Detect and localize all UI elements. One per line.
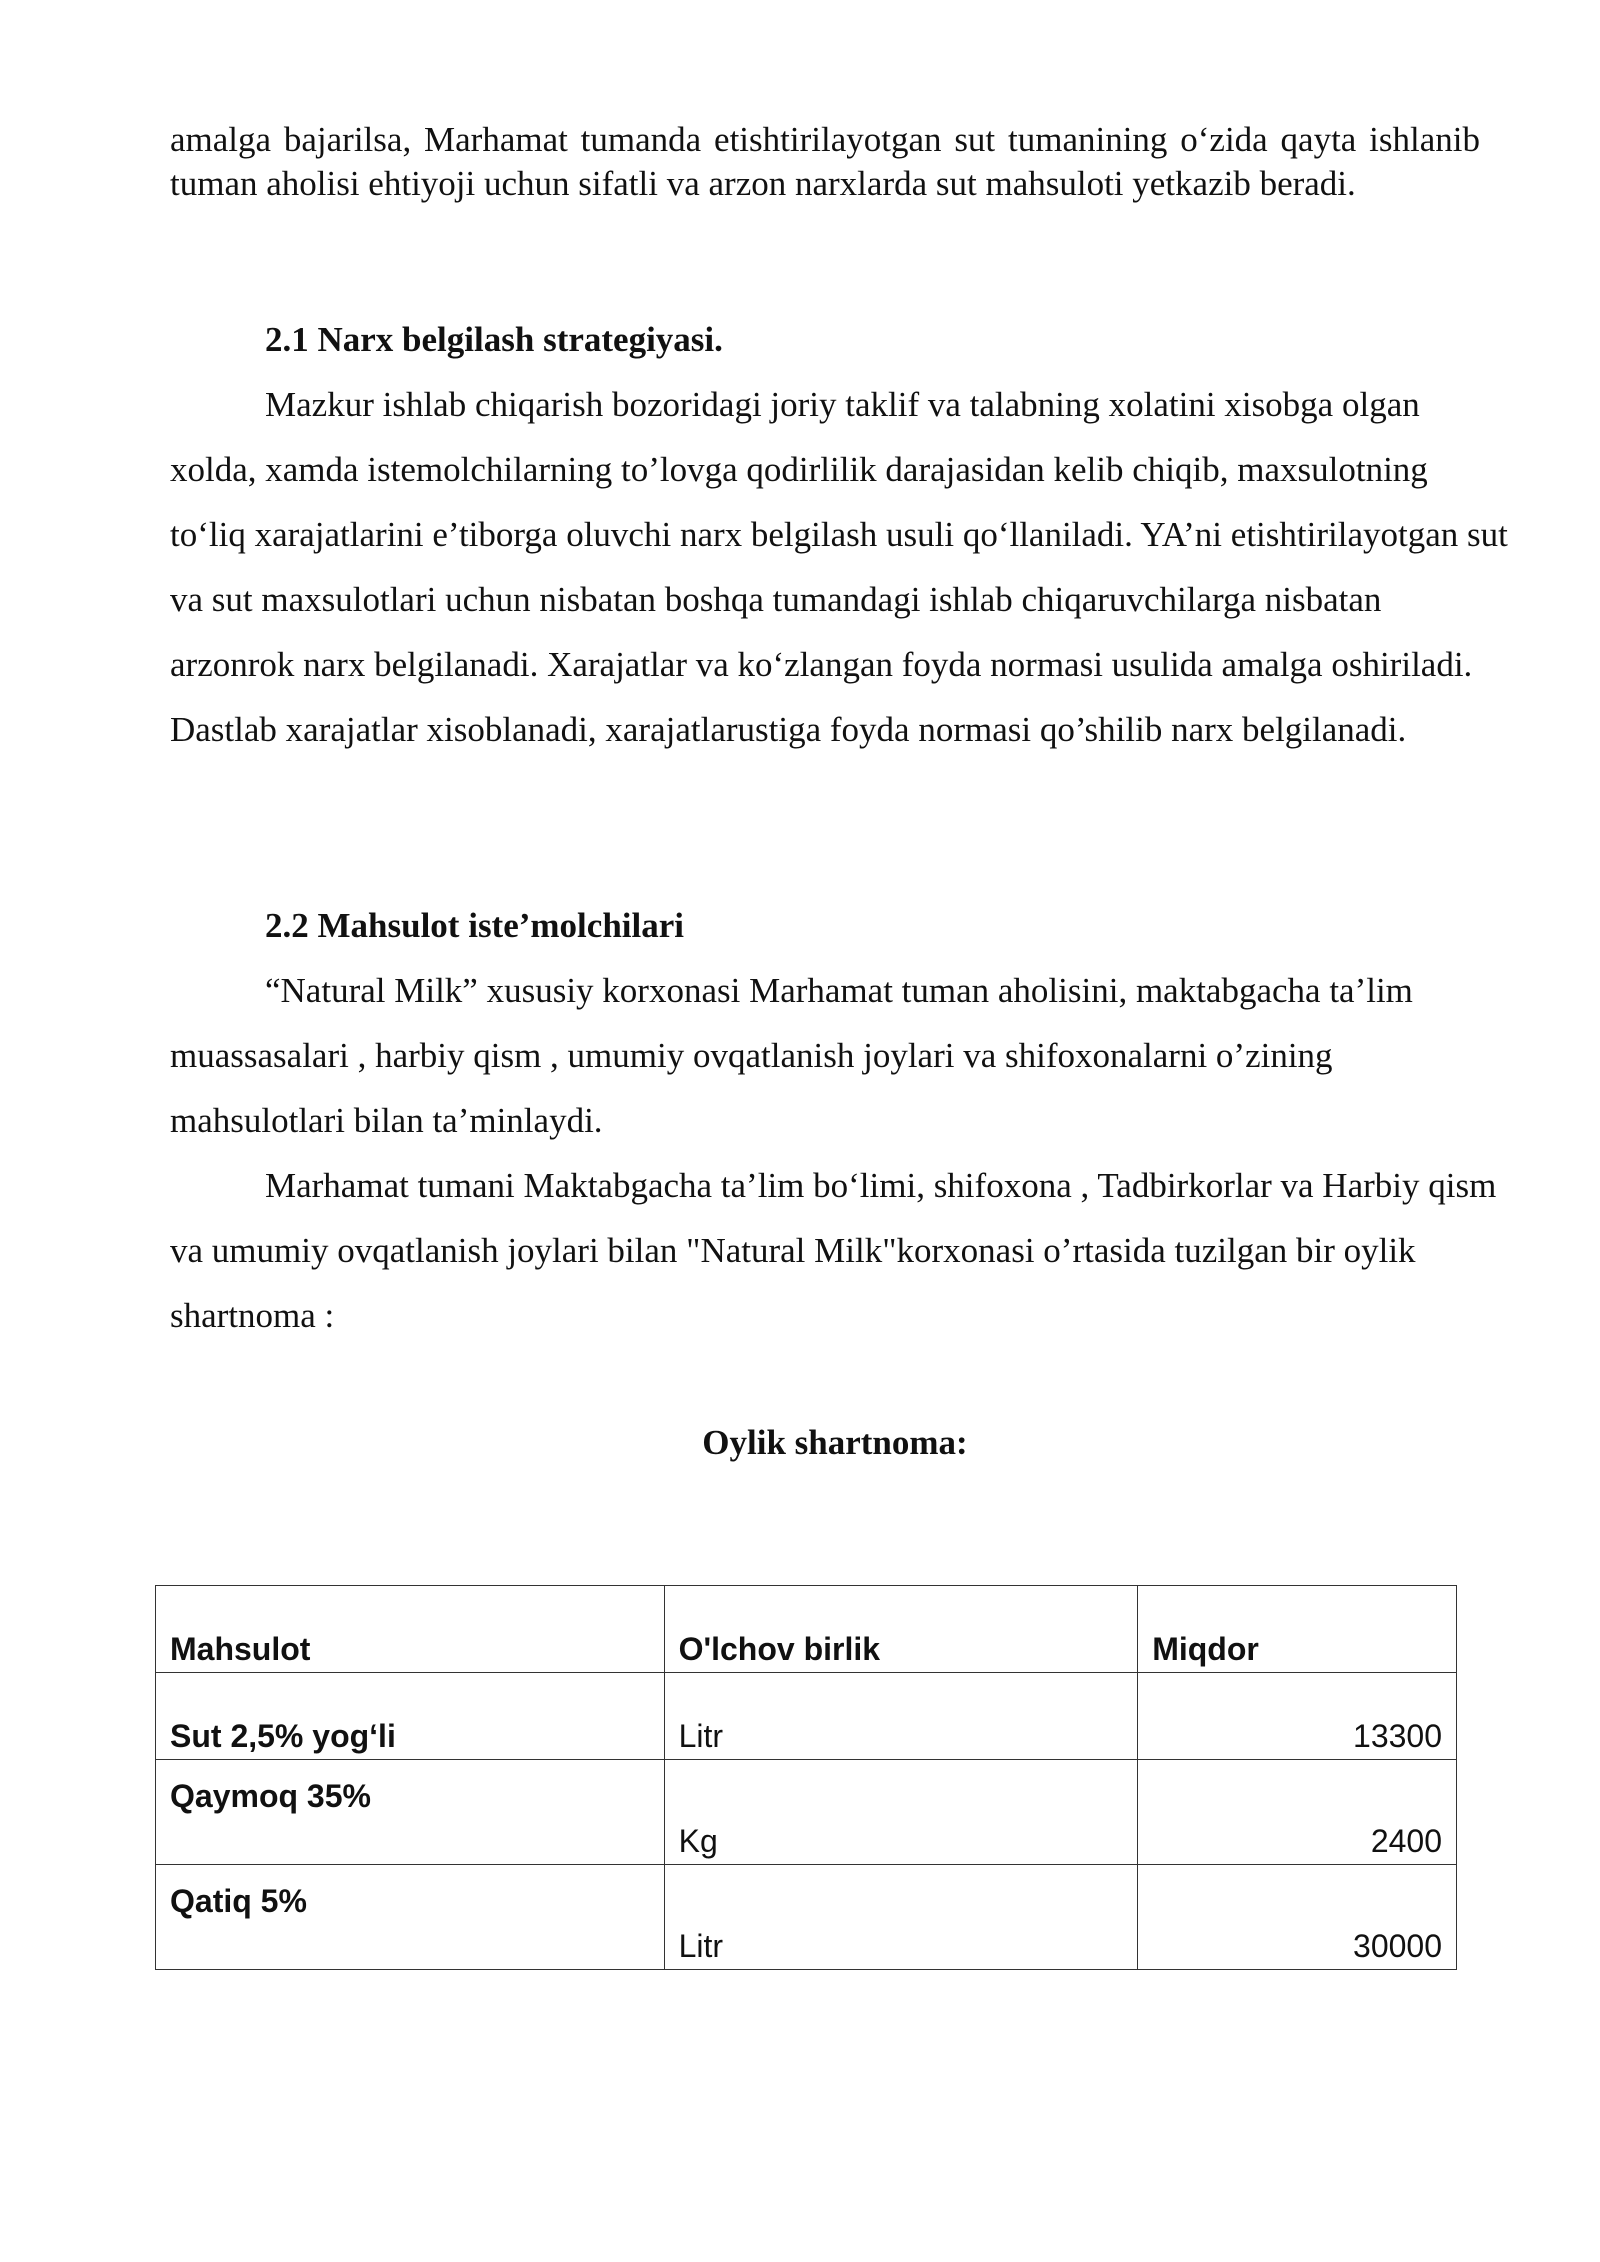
cell-quantity: 2400 (1138, 1760, 1457, 1865)
section-heading-consumers: 2.2 Mahsulot iste’molchilari (265, 906, 684, 945)
cell-product: Qaymoq 35% (156, 1760, 665, 1865)
table-row (156, 1760, 1457, 1865)
consumers-paragraph: “Natural Milk” xususiy korxonasi Marhamat tuman aholisini, maktabgacha ta’lim muassasalari , harbiy qism , umumiy ovqatlanish joylari va shifoxonalarni o’zining mahsulotlari bilan ta’minlaydi. (170, 971, 1413, 1140)
cell-unit: Kg (664, 1760, 1138, 1865)
cell-product: Sut 2,5% yog‘li (156, 1673, 665, 1760)
pricing-strategy-paragraph: Mazkur ishlab chiqarish bozoridagi joriy taklif va talabning xolatini xisobga olgan xolda, xamda istemolchilarning to’lovga qodirlilik darajasidan kelib chiqib, maxsulotning to‘liq xarajatlarini e’tiborga oluvchi narx belgilash usuli qo‘llaniladi. YA’ni etishtirilayotgan sut va sut maxsulotlari uchun nisbatan boshqa tumandagi ishlab chiqaruvchilarga nisbatan arzonrok narx belgilanadi. Xarajatlar va ko‘zlangan foyda normasi usulida amalga oshiriladi. Dastlab xarajatlar xisoblanadi, xarajatlarustiga foyda normasi qo’shilib narx belgilanadi. (170, 385, 1508, 749)
cell-unit: Litr (664, 1673, 1138, 1760)
header-quantity: Miqdor (1138, 1586, 1457, 1673)
section-heading-pricing-strategy: 2.1 Narx belgilash strategiyasi. (265, 320, 723, 359)
header-unit: O'lchov birlik (664, 1586, 1138, 1673)
table-row (156, 1865, 1457, 1970)
table-header-row (156, 1586, 1457, 1673)
contract-intro-paragraph: Marhamat tumani Maktabgacha ta’lim bo‘limi, shifoxona , Tadbirkorlar va Harbiy qism va umumiy ovqatlanish joylari bilan "Natural Milk"korxonasi o’rtasida tuzilgan bir oylik shartnoma : (170, 1166, 1497, 1335)
cell-quantity: 30000 (1138, 1865, 1457, 1970)
header-product: Mahsulot (156, 1586, 665, 1673)
contract-table (155, 1585, 1457, 1970)
cell-product: Qatiq 5% (156, 1865, 665, 1970)
intro-paragraph: amalga bajarilsa, Marhamat tumanda etishtirilayotgan sut tumanining o‘zida qayta ishlanib tuman aholisi ehtiyoji uchun sifatli va arzon narxlarda sut mahsuloti yetkazib beradi. (170, 120, 1480, 203)
table-row (156, 1673, 1457, 1760)
cell-quantity: 13300 (1138, 1673, 1457, 1760)
table-title: Oylik shartnoma: (702, 1423, 968, 1462)
cell-unit: Litr (664, 1865, 1138, 1970)
